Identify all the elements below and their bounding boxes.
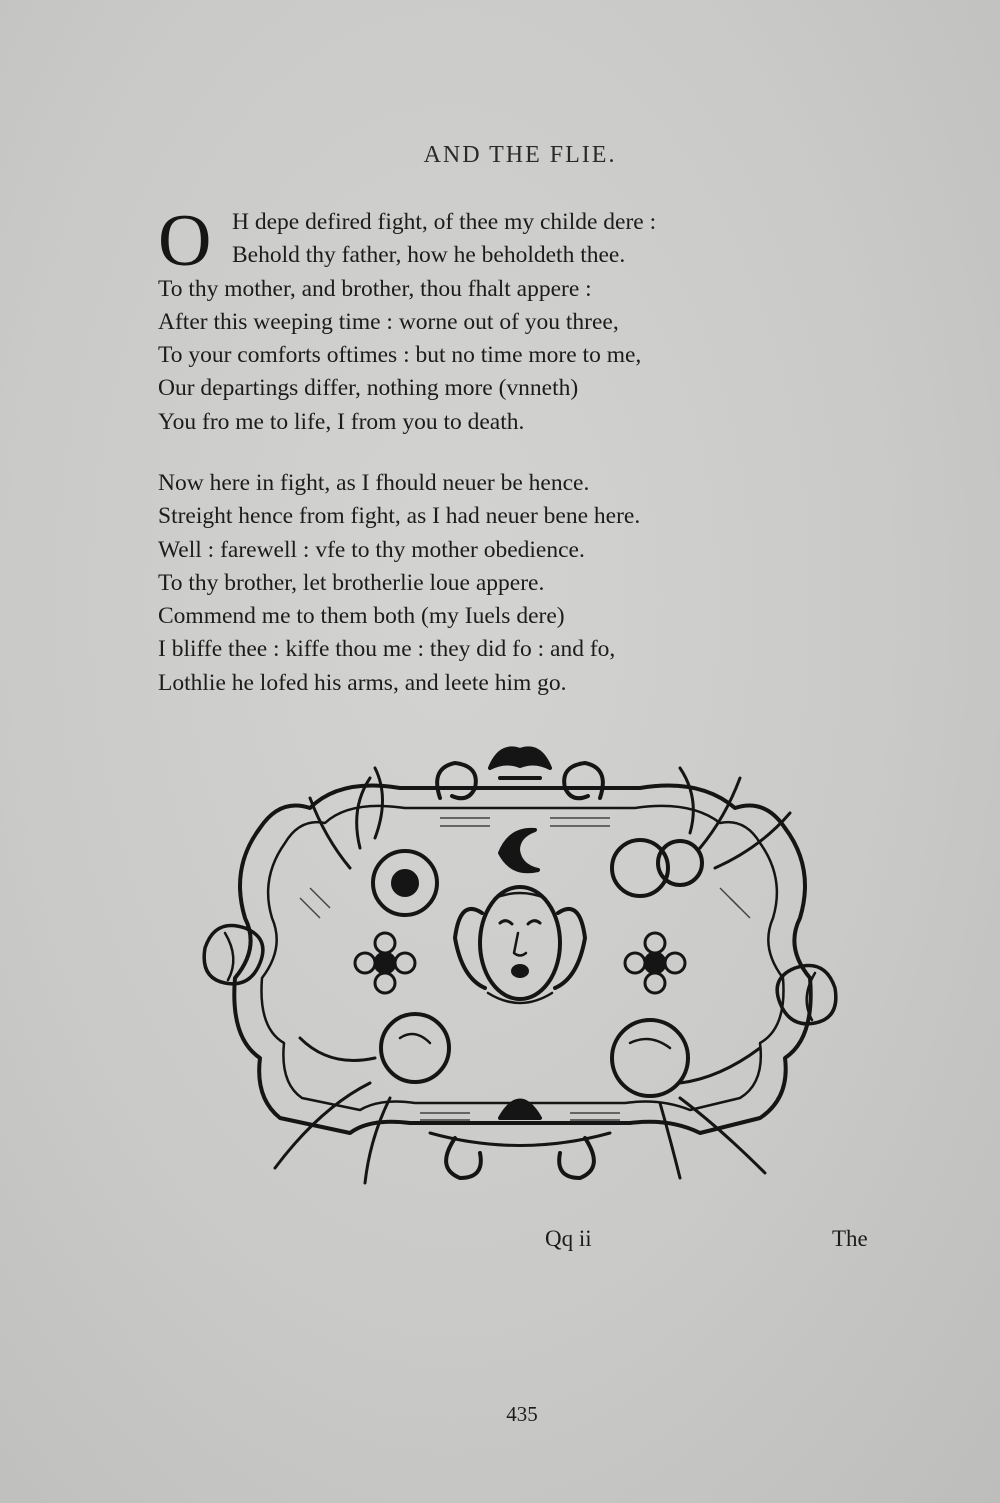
verse-line: You fro me to life, I from you to death.	[158, 408, 525, 435]
signature-mark: Qq ii	[545, 1226, 592, 1251]
stanza-1	[158, 200, 858, 439]
verse-line: Behold thy father, how he beholdeth thee.	[232, 242, 626, 269]
verse-line: Now here in fight, as I fhould neuer be hence.	[158, 470, 590, 496]
catchword: The	[832, 1226, 868, 1251]
verse-line: To thy mother, and brother, thou fhalt appere :	[158, 275, 592, 302]
verse-line: Commend me to them both (my Iuels dere)	[158, 603, 565, 630]
page-number: 435	[506, 1402, 538, 1426]
running-header: AND THE FLIE.	[423, 142, 617, 168]
verse-line: To your comforts oftimes : but no time more to me,	[158, 342, 642, 369]
verse-line: Lothlie he lofed his arms, and leete him go.	[158, 669, 567, 696]
verse-line: Well : farewell : vfe to thy mother obedience.	[158, 536, 585, 563]
verse-line: Our departings differ, nothing more (vnneth)	[158, 375, 579, 402]
verse-line: Streight hence from fight, as I had neuer bene here.	[158, 503, 641, 530]
verse-line: I bliffe thee : kiffe thou me : they did fo : and fo,	[158, 636, 616, 663]
ornamental-woodcut-icon	[200, 738, 840, 1198]
verse-line: After this weeping time : worne out of you three,	[158, 308, 619, 335]
verse-line: H depe defired fight, of thee my childe dere :	[232, 209, 657, 235]
drop-cap: O	[158, 200, 212, 282]
stanza-2	[158, 467, 858, 700]
verse-line: To thy brother, let brotherlie loue appere.	[158, 569, 545, 596]
